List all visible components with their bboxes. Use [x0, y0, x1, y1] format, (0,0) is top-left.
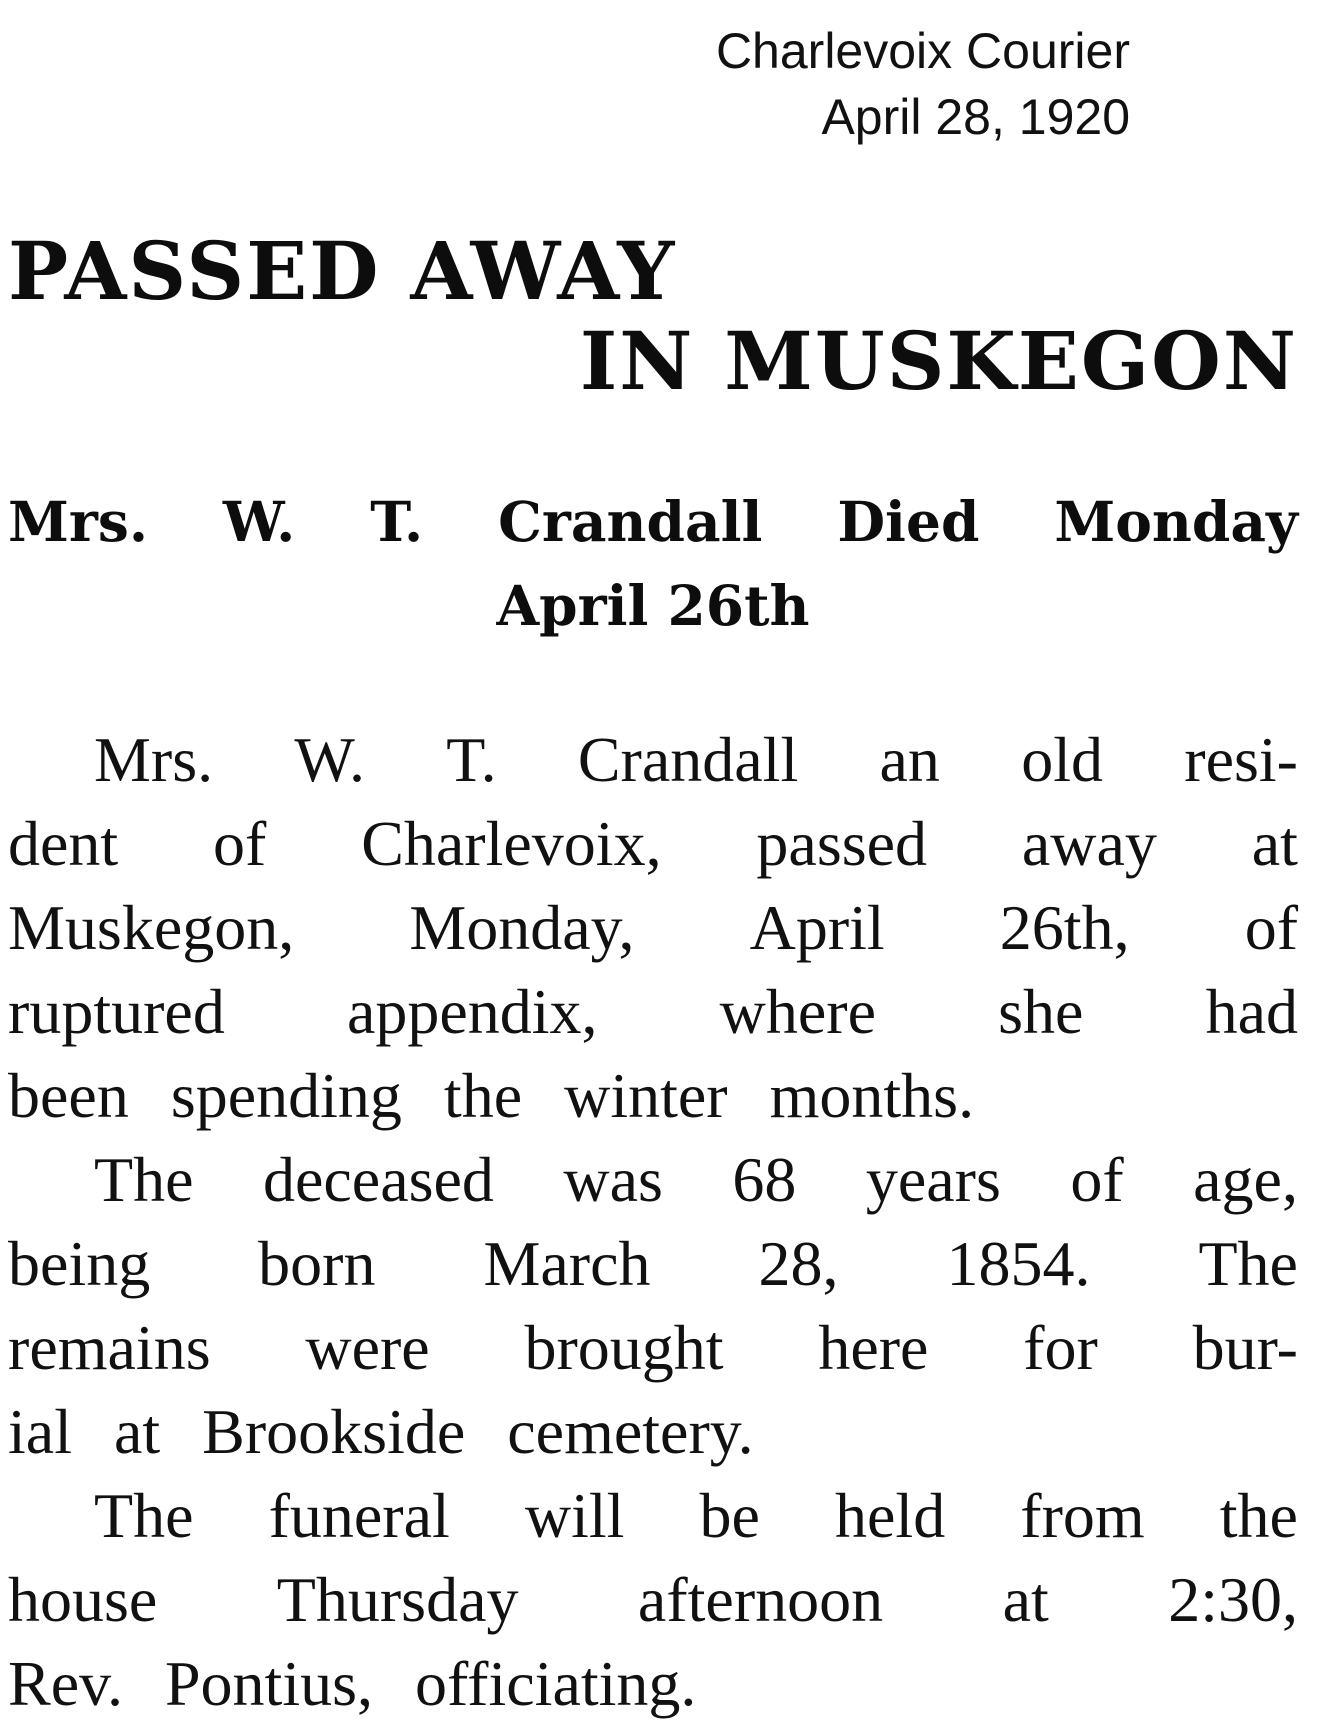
- article-word: Muskegon,: [8, 892, 295, 963]
- article-word: Charlevoix,: [361, 808, 662, 879]
- subheadline-word: Mrs.: [8, 489, 148, 554]
- article-line: [8, 970, 1298, 1054]
- article-paragraph: [8, 1138, 1298, 1474]
- article-word: being: [8, 1228, 151, 1299]
- article-word: The: [1198, 1228, 1298, 1299]
- subheadline: [8, 480, 1298, 648]
- headline-line-2: IN MUSKEGON: [579, 314, 1298, 408]
- article-word: Mrs.: [94, 724, 214, 795]
- article-word: of: [1244, 892, 1298, 963]
- subheadline-word: Crandall: [498, 489, 763, 554]
- article-word: Pontius,: [164, 1648, 373, 1719]
- article-word: April: [749, 892, 885, 963]
- article-word: she: [998, 976, 1084, 1047]
- article-word: afternoon: [637, 1564, 884, 1635]
- article-word: at: [1251, 808, 1298, 879]
- article-word: winter: [564, 1060, 728, 1131]
- article-word: 68: [732, 1144, 797, 1215]
- article-word: 26th,: [999, 892, 1130, 963]
- article-line: [8, 1558, 1298, 1642]
- article-word: deceased: [262, 1144, 494, 1215]
- article-word: old: [1021, 724, 1103, 795]
- article-word: had: [1205, 976, 1298, 1047]
- article-word: from: [1020, 1480, 1145, 1551]
- article-word: for: [1023, 1312, 1098, 1383]
- article-word: spending: [170, 1060, 402, 1131]
- article-word: will: [524, 1480, 625, 1551]
- article-word: Crandall: [577, 724, 799, 795]
- article-line: [8, 1306, 1298, 1390]
- article-word: the: [1219, 1480, 1298, 1551]
- article-word: T.: [446, 724, 497, 795]
- article-word: be: [699, 1480, 760, 1551]
- article-word: The: [94, 1144, 194, 1215]
- article-word: where: [719, 976, 876, 1047]
- article-line: [8, 718, 1298, 802]
- publication-date: April 28, 1920: [821, 89, 1130, 145]
- article-paragraph: [8, 1474, 1298, 1726]
- article-word: Brookside: [202, 1396, 466, 1467]
- article-body: [8, 718, 1298, 1726]
- article-word: 1854.: [946, 1228, 1091, 1299]
- subheadline-line-2: April 26th: [496, 573, 810, 638]
- article-word: funeral: [268, 1480, 450, 1551]
- article-word: of: [213, 808, 267, 879]
- article-word: been: [8, 1060, 129, 1131]
- article-word: were: [305, 1312, 430, 1383]
- article-line: [8, 886, 1298, 970]
- article-line: [8, 802, 1298, 886]
- article-word: officiating.: [415, 1648, 697, 1719]
- article-word: W.: [294, 724, 365, 795]
- article-line: [8, 1642, 1298, 1726]
- article-line: [8, 1054, 1298, 1138]
- article-line: [8, 1474, 1298, 1558]
- article-word: 28,: [758, 1228, 839, 1299]
- subheadline-word: W.: [222, 489, 296, 554]
- article-word: 2:30,: [1168, 1564, 1298, 1635]
- article-word: at: [113, 1396, 161, 1467]
- article-word: age,: [1193, 1144, 1298, 1215]
- article-word: here: [818, 1312, 929, 1383]
- article-word: March: [483, 1228, 651, 1299]
- article-word: The: [94, 1480, 194, 1551]
- article-word: ruptured: [8, 976, 225, 1047]
- article-word: away: [1021, 808, 1157, 879]
- article-paragraph: [8, 718, 1298, 1138]
- article-word: months.: [769, 1060, 975, 1131]
- article-word: brought: [524, 1312, 724, 1383]
- article-line: [8, 1390, 1298, 1474]
- article-line: [8, 1222, 1298, 1306]
- headline-line-1: PASSED AWAY: [8, 224, 677, 318]
- subheadline-word: Died: [837, 489, 980, 554]
- article-word: dent: [8, 808, 119, 879]
- article-word: was: [563, 1144, 663, 1215]
- headline: [8, 224, 1298, 408]
- subheadline-word: T.: [370, 489, 424, 554]
- article-word: passed: [756, 808, 928, 879]
- article-word: years: [865, 1144, 1001, 1215]
- article-word: Thursday: [276, 1564, 519, 1635]
- article-word: Monday,: [409, 892, 635, 963]
- article-word: resi-: [1184, 724, 1298, 795]
- article-word: Rev.: [8, 1648, 123, 1719]
- article-word: cemetery.: [507, 1396, 754, 1467]
- article-word: at: [1002, 1564, 1049, 1635]
- source-citation: [716, 18, 1130, 150]
- article-word: remains: [8, 1312, 211, 1383]
- article-word: of: [1070, 1144, 1124, 1215]
- subheadline-word: Monday: [1054, 489, 1298, 554]
- subheadline-line-1: [8, 480, 1298, 564]
- article-word: an: [879, 724, 940, 795]
- publication-name: Charlevoix Courier: [715, 23, 1130, 79]
- article-line: [8, 1138, 1298, 1222]
- article-word: appendix,: [346, 976, 598, 1047]
- article-word: born: [258, 1228, 376, 1299]
- article-word: the: [443, 1060, 523, 1131]
- article-word: house: [8, 1564, 158, 1635]
- article-word: held: [835, 1480, 946, 1551]
- article-word: bur-: [1192, 1312, 1298, 1383]
- article-word: ial: [8, 1396, 72, 1467]
